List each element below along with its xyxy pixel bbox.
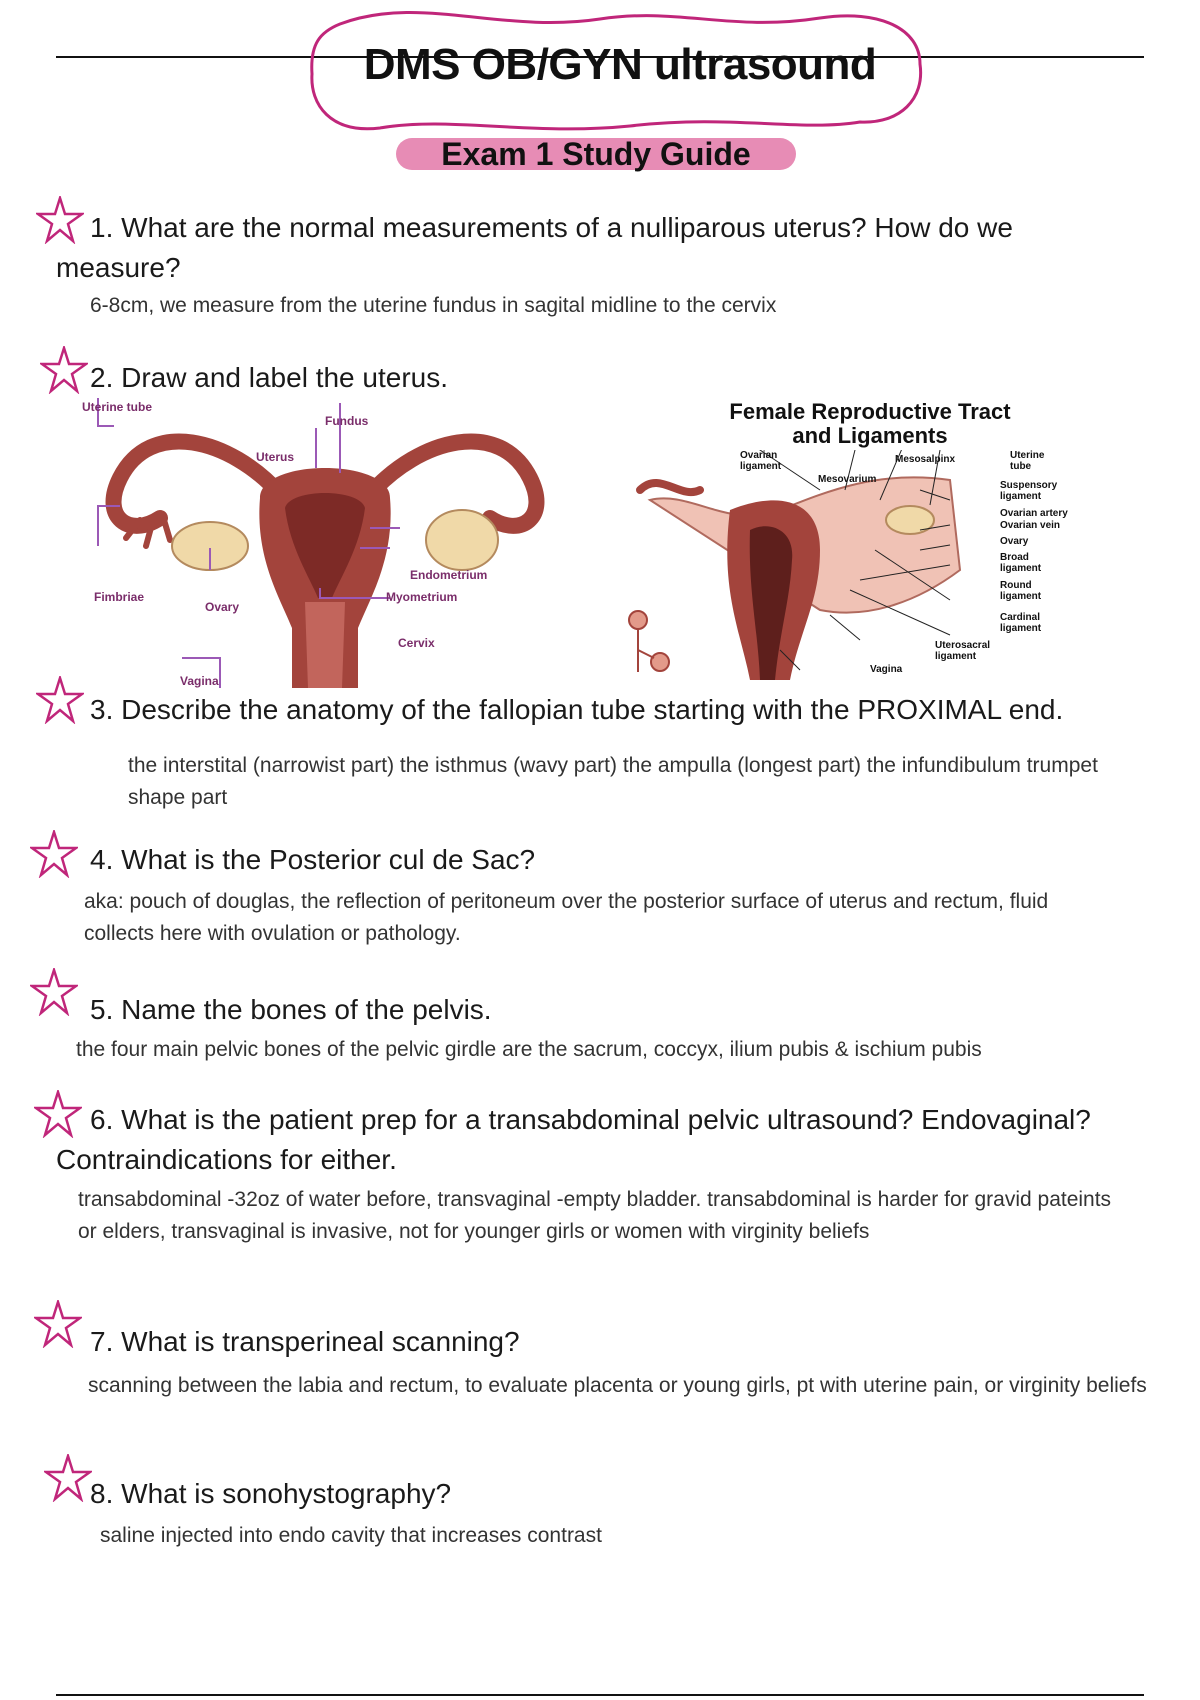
question-text: What is the Posterior cul de Sac? bbox=[121, 844, 536, 875]
question-text: What are the normal measurements of a nulliparous uterus? How do we measure? bbox=[56, 212, 1013, 283]
question-number: 5. bbox=[90, 994, 114, 1025]
question-6 bbox=[56, 1100, 1156, 1180]
question-5 bbox=[56, 990, 1036, 1030]
page-title: DMS OB/GYN ultrasound bbox=[363, 40, 877, 89]
answer-6: transabdominal -32oz of water before, transvaginal -empty bladder. transabdominal is harder for gravid pateints or elders, transvaginal is invasive, not for younger girls or women with virginity beliefs bbox=[78, 1188, 1112, 1243]
question-text: What is sonohystography? bbox=[121, 1478, 452, 1509]
question-7 bbox=[56, 1322, 1036, 1362]
label-round-ligament: Round ligament bbox=[1000, 580, 1042, 602]
label-tract-vagina: Vagina bbox=[870, 664, 903, 675]
question-number: 6. bbox=[90, 1104, 114, 1135]
question-2 bbox=[56, 358, 656, 398]
label-ovarian-ligament: Ovarian ligament bbox=[740, 450, 782, 472]
question-text: What is the patient prep for a transabdominal pelvic ultrasound? Endovaginal? Contraindications for either. bbox=[56, 1104, 1091, 1175]
answer-1: 6-8cm, we measure from the uterine fundus in sagital midline to the cervix bbox=[90, 294, 777, 317]
label-mesosalpinx: Mesosalpinx bbox=[895, 454, 956, 465]
label-cardinal-ligament: Cardinal ligament bbox=[1000, 612, 1042, 634]
label-fimbriae: Fimbriae bbox=[94, 590, 145, 604]
label-ovarian-vein: Ovarian vein bbox=[1000, 520, 1061, 531]
label-mesovarium: Mesovarium bbox=[818, 474, 877, 485]
question-1 bbox=[56, 208, 1036, 288]
question-8 bbox=[56, 1474, 1036, 1514]
question-number: 8. bbox=[90, 1478, 114, 1509]
answer-3: the interstital (narrowist part) the isthmus (wavy part) the ampulla (longest part) the infundibulum trumpet shape part bbox=[128, 754, 1098, 809]
tract-title-line2: and Ligaments bbox=[792, 423, 948, 448]
label-tract-ovary: Ovary bbox=[1000, 536, 1029, 547]
answer-8: saline injected into endo cavity that increases contrast bbox=[100, 1524, 602, 1547]
label-vagina: Vagina bbox=[180, 674, 219, 688]
question-number: 1. bbox=[90, 212, 114, 243]
label-endometrium: Endometrium bbox=[410, 568, 488, 582]
label-ovary: Ovary bbox=[205, 600, 240, 614]
question-3 bbox=[56, 690, 1116, 730]
label-myometrium: Myometrium bbox=[386, 590, 458, 604]
label-uterine-tube: Uterine tube bbox=[82, 400, 153, 414]
question-number: 7. bbox=[90, 1326, 114, 1357]
tract-figure-title bbox=[690, 400, 1050, 448]
question-text: Draw and label the uterus. bbox=[121, 362, 448, 393]
answer-5: the four main pelvic bones of the pelvic girdle are the sacrum, coccyx, ilium pubis & ischium pubis bbox=[76, 1038, 982, 1061]
label-ovarian-artery: Ovarian artery bbox=[1000, 508, 1068, 519]
question-number: 4. bbox=[90, 844, 114, 875]
bottom-rule bbox=[56, 1694, 1144, 1696]
question-number: 3. bbox=[90, 694, 114, 725]
question-text: What is transperineal scanning? bbox=[121, 1326, 520, 1357]
question-text: Describe the anatomy of the fallopian tube starting with the PROXIMAL end. bbox=[121, 694, 1064, 725]
page-subtitle: Exam 1 Study Guide bbox=[396, 138, 796, 170]
answer-7: scanning between the labia and rectum, to evaluate placenta or young girls, pt with uterine pain, or virginity beliefs bbox=[88, 1374, 1147, 1397]
label-broad-ligament: Broad ligament bbox=[1000, 552, 1042, 574]
label-uterus: Uterus bbox=[256, 450, 295, 464]
uterus-diagram bbox=[70, 398, 600, 688]
question-4 bbox=[56, 840, 1036, 880]
label-suspensory-ligament: Suspensory ligament bbox=[1000, 480, 1058, 502]
label-tract-uterine-tube: Uterine tube bbox=[1010, 450, 1045, 472]
label-fundus: Fundus bbox=[325, 414, 369, 428]
label-cervix: Cervix bbox=[398, 636, 435, 650]
question-number: 2. bbox=[90, 362, 114, 393]
question-text: Name the bones of the pelvis. bbox=[121, 994, 492, 1025]
tract-title-line1: Female Reproductive Tract bbox=[729, 399, 1011, 424]
label-uterosacral-ligament: Uterosacral ligament bbox=[935, 640, 991, 662]
answer-4: aka: pouch of douglas, the reflection of peritoneum over the posterior surface of uterus and rectum, fluid collects here with ovulation or pathology. bbox=[84, 890, 1049, 945]
